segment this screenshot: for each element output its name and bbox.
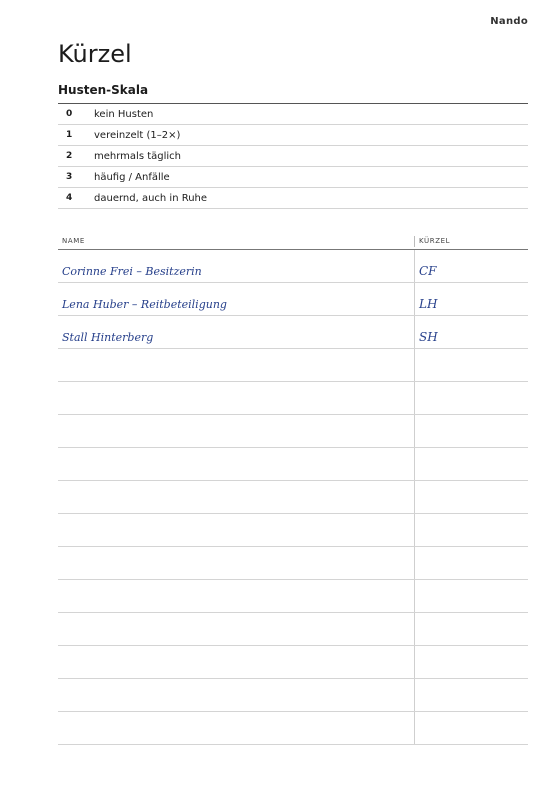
abbreviation-cell xyxy=(414,382,528,414)
abbreviation-cell xyxy=(414,712,528,744)
table-row xyxy=(58,283,528,316)
name-cell xyxy=(58,679,414,711)
name-cell: Stall Hinterberg xyxy=(62,330,154,344)
name-cell xyxy=(58,646,414,678)
name-cell: Lena Huber – Reitbeteiligung xyxy=(62,297,227,311)
name-cell xyxy=(58,415,414,447)
table-row xyxy=(58,481,528,514)
abbreviation-cell xyxy=(414,448,528,480)
abbreviation-cell xyxy=(414,679,528,711)
abbreviation-cell xyxy=(414,514,528,546)
scale-row xyxy=(58,146,528,167)
scale-level-description: vereinzelt (1–2×) xyxy=(94,129,181,141)
name-cell xyxy=(58,613,414,645)
page-title: Kürzel xyxy=(58,40,132,68)
abbreviation-cell xyxy=(414,547,528,579)
table-row xyxy=(58,580,528,613)
table-row xyxy=(58,382,528,415)
scale-level-description: dauernd, auch in Ruhe xyxy=(94,192,208,204)
scale-level-number: 0 xyxy=(66,109,73,119)
table-row xyxy=(58,613,528,646)
name-cell xyxy=(58,382,414,414)
abbreviation-cell xyxy=(414,613,528,645)
abbreviation-cell xyxy=(414,646,528,678)
table-row xyxy=(58,514,528,547)
table-row xyxy=(58,679,528,712)
abbreviation-cell: SH xyxy=(414,316,528,348)
scale-row xyxy=(58,125,528,146)
abbreviation-cell xyxy=(414,481,528,513)
scale-heading: Husten-Skala xyxy=(58,83,149,97)
scale-level-description: häufig / Anfälle xyxy=(94,171,170,183)
scale-row xyxy=(58,104,528,125)
abbreviation-cell xyxy=(414,415,528,447)
scale-row xyxy=(58,167,528,188)
abbreviation-table xyxy=(58,233,528,745)
name-cell xyxy=(58,547,414,579)
table-row xyxy=(58,646,528,679)
scale-level-number: 3 xyxy=(66,172,73,182)
table-row xyxy=(58,349,528,382)
scale-level-number: 2 xyxy=(66,151,73,161)
name-cell xyxy=(58,712,414,744)
table-row xyxy=(58,415,528,448)
cough-scale-table xyxy=(58,103,528,209)
abbreviation-cell xyxy=(414,349,528,381)
abbreviation-cell xyxy=(414,580,528,612)
abbreviation-cell: LH xyxy=(414,283,528,315)
name-cell xyxy=(58,481,414,513)
scale-level-description: kein Husten xyxy=(94,108,154,120)
table-row xyxy=(58,547,528,580)
header-owner-name: Nando xyxy=(490,16,528,27)
name-cell xyxy=(58,448,414,480)
table-row xyxy=(58,448,528,481)
column-header-name: NAME xyxy=(62,237,85,245)
scale-row xyxy=(58,188,528,209)
name-cell xyxy=(58,580,414,612)
column-header-abbreviation: KÜRZEL xyxy=(414,236,528,247)
table-row xyxy=(58,316,528,349)
name-cell: Corinne Frei – Besitzerin xyxy=(62,264,202,278)
scale-level-description: mehrmals täglich xyxy=(94,150,181,162)
scale-level-number: 4 xyxy=(66,193,73,203)
abbreviation-table-header xyxy=(58,233,528,250)
name-cell xyxy=(58,514,414,546)
name-cell xyxy=(58,349,414,381)
abbreviation-table-body xyxy=(58,250,528,745)
table-row xyxy=(58,712,528,745)
scale-level-number: 1 xyxy=(66,130,73,140)
abbreviation-cell: CF xyxy=(414,250,528,282)
table-row xyxy=(58,250,528,283)
